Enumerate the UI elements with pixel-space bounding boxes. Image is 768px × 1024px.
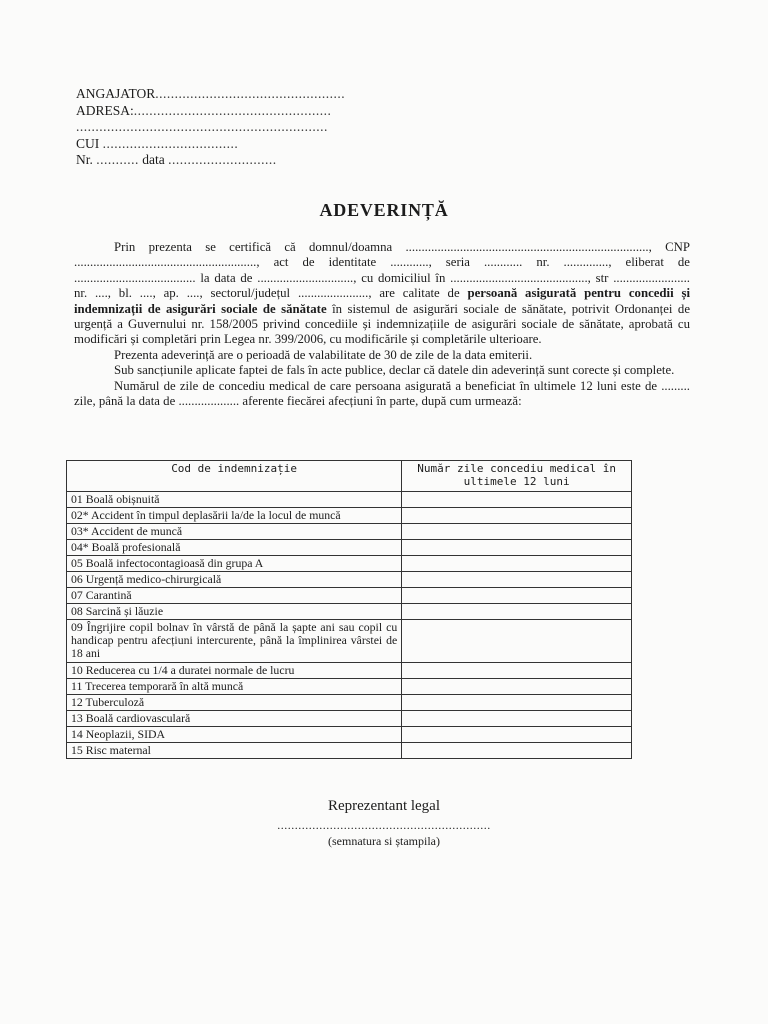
- indemnity-code: 05: [71, 556, 83, 570]
- days-cell[interactable]: [402, 663, 632, 679]
- header-days: Număr zile concediu medical în ultimele 12 luni: [402, 461, 632, 492]
- indemnity-code-cell: [67, 572, 402, 588]
- address-line-2: [76, 119, 345, 136]
- indemnity-code-cell: [67, 604, 402, 620]
- address-label: ADRESA:: [76, 102, 134, 118]
- indemnity-code: 06: [71, 572, 83, 586]
- nr-dots: ...........: [96, 152, 139, 167]
- indemnity-code: 15: [71, 743, 83, 757]
- indemnity-code: 09: [71, 620, 83, 634]
- date-dots: ............................: [168, 152, 277, 167]
- indemnity-label: Boală profesională: [91, 540, 181, 554]
- indemnity-code: 11: [71, 679, 83, 693]
- indemnity-label: Îngrijire copil bolnav în vârstă de până la șapte ani sau copil cu handicap pentru afecțiuni intercurente, până la împlinirea vârstei de 18 ani: [71, 620, 398, 660]
- indemnity-label: Neoplazii, SIDA: [85, 727, 166, 741]
- indemnity-code: 08: [71, 604, 83, 618]
- indemnity-code: 12: [71, 695, 83, 709]
- paragraph-declaration: Sub sancțiunile aplicate faptei de fals în acte publice, declar că datele din adeverință sunt corecte și complete.: [114, 363, 675, 378]
- table-row: [67, 727, 632, 743]
- days-cell[interactable]: [402, 508, 632, 524]
- indemnity-label: Reducerea cu 1/4 a duratei normale de lucru: [85, 663, 295, 677]
- indemnity-label: Boală infectocontagioasă din grupa A: [85, 556, 264, 570]
- table-row: [67, 508, 632, 524]
- table-row: [67, 711, 632, 727]
- indemnity-code-cell: [67, 620, 402, 663]
- employer-header: [76, 86, 345, 169]
- indemnity-code: 10: [71, 663, 83, 677]
- employer-dots: .................................................: [155, 86, 346, 101]
- indemnity-code: 13: [71, 711, 83, 725]
- days-cell[interactable]: [402, 727, 632, 743]
- days-cell[interactable]: [402, 604, 632, 620]
- table-row: [67, 743, 632, 759]
- address-dots: ...................................................: [133, 102, 332, 118]
- table-row: [67, 492, 632, 508]
- indemnity-label: Accident de muncă: [91, 524, 183, 538]
- header-code: Cod de indemnizație: [67, 461, 402, 492]
- indemnity-label: Boală obișnuită: [85, 492, 160, 506]
- address-line: [76, 103, 345, 120]
- paragraph-days-count: Numărul de zile de concediu medical de care persoana asigurată a beneficiat în ultimele 12 luni este de ......... zile, până la data de ................... aferente fiecărei afecțiuni în parte, după cum urmează:: [74, 378, 690, 409]
- days-cell[interactable]: [402, 524, 632, 540]
- indemnity-code-cell: [67, 727, 402, 743]
- cui-dots: ...................................: [102, 135, 239, 151]
- indemnity-code-cell: [67, 508, 402, 524]
- indemnity-code-cell: [67, 663, 402, 679]
- certificate-body: [74, 240, 690, 409]
- table-row: [67, 540, 632, 556]
- employer-label: ANGAJATOR: [76, 86, 156, 101]
- indemnity-code: 02*: [71, 508, 89, 522]
- days-cell[interactable]: [402, 556, 632, 572]
- indemnity-code-cell: [67, 743, 402, 759]
- indemnity-label: Accident în timpul deplasării la/de la locul de muncă: [91, 508, 341, 522]
- days-cell[interactable]: [402, 572, 632, 588]
- indemnity-code-cell: [67, 695, 402, 711]
- indemnity-label: Trecerea temporară în altă muncă: [85, 679, 244, 693]
- table-row: [67, 663, 632, 679]
- cui-label: CUI: [76, 135, 100, 151]
- p1-bold-text: persoană asigurată pentru concedii și indemnizații de asigurări sociale de sănătate: [74, 286, 691, 316]
- p1-text-b: în sistemul de asigurări sociale de sănătate, potrivit Ordonanței de urgență a Guvernului nr. 158/2005 privind concediile și indemnizațiile de asigurări sociale de sănătate, aprobată cu modificări și completări prin Legea nr. 399/2006, cu modificările și completările ulterioare.: [74, 301, 690, 347]
- indemnity-code-cell: [67, 679, 402, 695]
- employer-line: [76, 86, 345, 103]
- date-label: data: [142, 152, 165, 167]
- indemnity-label: Risc maternal: [85, 743, 151, 757]
- table-row: [67, 695, 632, 711]
- indemnity-label: Carantină: [85, 588, 132, 602]
- indemnity-code: 04*: [71, 540, 89, 554]
- indemnity-code: 07: [71, 588, 83, 602]
- days-cell[interactable]: [402, 679, 632, 695]
- paragraph-validity: Prezenta adeverință are o perioadă de valabilitate de 30 de zile de la data emiterii.: [114, 347, 533, 362]
- signature-line: .............................................................: [277, 818, 491, 832]
- indemnity-label: Tuberculoză: [85, 695, 145, 709]
- indemnity-label: Urgență medico-chirurgicală: [85, 572, 222, 586]
- indemnity-code-cell: [67, 556, 402, 572]
- indemnity-code: 01: [71, 492, 83, 506]
- table-row: [67, 572, 632, 588]
- signature-note: (semnatura si ștampila): [328, 834, 440, 848]
- days-cell[interactable]: [402, 695, 632, 711]
- indemnity-code-cell: [67, 492, 402, 508]
- indemnity-codes-table: [66, 460, 632, 759]
- days-cell[interactable]: [402, 588, 632, 604]
- table-row: [67, 524, 632, 540]
- nr-data-line: [76, 152, 345, 169]
- p1-text-a: Prin prezenta se certifică că domnul/doamna ............................................................................, CNP ........................................................., act de identitate ............, seria ............ nr. .............., eliberat de ...................................... la data de .............................., cu domiciliul în ..........................................., str ........................ nr. ...., bl. ...., ap. ...., sectorul/județul ......................, are calitate de: [74, 240, 690, 301]
- days-cell[interactable]: [402, 540, 632, 556]
- table-row: [67, 679, 632, 695]
- nr-label: Nr.: [76, 152, 93, 167]
- table-body: [67, 492, 632, 759]
- indemnity-code-cell: [67, 540, 402, 556]
- paragraph-certification: [74, 240, 690, 348]
- legal-representative-label: Reprezentant legal: [327, 798, 441, 814]
- document-title: ADEVERINȚĂ: [319, 200, 449, 220]
- days-cell[interactable]: [402, 711, 632, 727]
- indemnity-code-cell: [67, 524, 402, 540]
- indemnity-code: 03*: [71, 524, 89, 538]
- indemnity-code-cell: [67, 588, 402, 604]
- table-row: [67, 588, 632, 604]
- indemnity-code-cell: [67, 711, 402, 727]
- days-cell[interactable]: [402, 492, 632, 508]
- table-row: [67, 604, 632, 620]
- table-header-row: [67, 461, 632, 492]
- days-cell[interactable]: [402, 620, 632, 663]
- indemnity-label: Sarcină și lăuzie: [85, 604, 164, 618]
- indemnity-code: 14: [71, 727, 83, 741]
- table-row: [67, 620, 632, 663]
- days-cell[interactable]: [402, 743, 632, 759]
- address-line2-dots: .................................................................: [76, 119, 328, 134]
- indemnity-label: Boală cardiovasculară: [85, 711, 191, 725]
- table-row: [67, 556, 632, 572]
- cui-line: [76, 136, 345, 153]
